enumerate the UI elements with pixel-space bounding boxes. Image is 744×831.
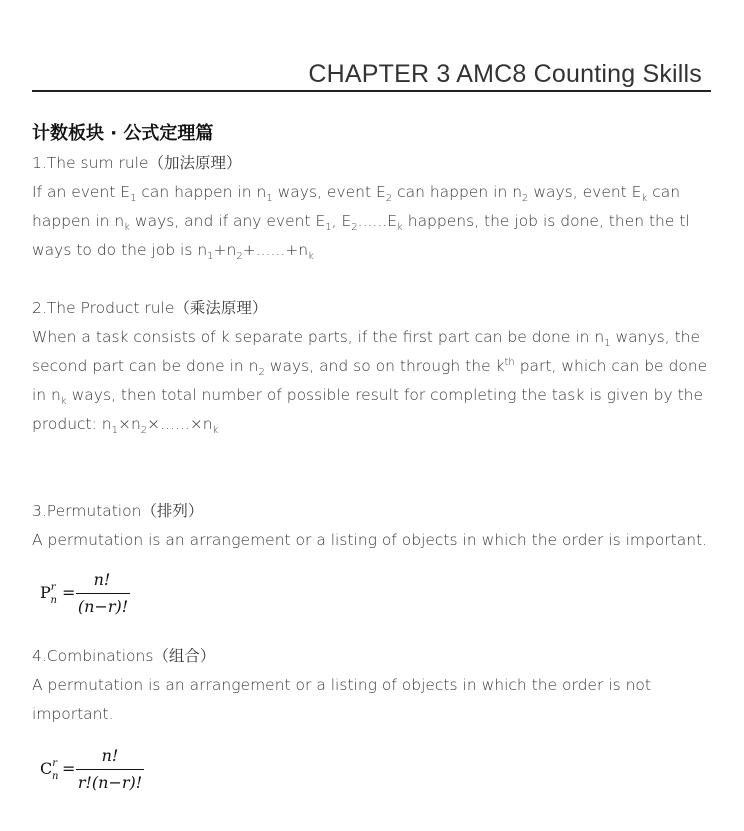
product-rule-line-3: in $n_k$ ways, then total number of possible result for completing the task is given by the [32,386,704,407]
header-divider [32,90,711,92]
sum-rule-line-1: If an event $E_1$ can happen in $n_1$ ways, event $E_2$ can happen in $n_2$ ways, event $E_k$ can [32,183,681,204]
permutation-definition: A permutation is an arrangement or a listing of objects in which the order is important. [32,531,708,549]
permutation-heading: 3.Permutation（排列） [32,502,204,520]
formula-denominator: r!(n−r)! [77,773,143,792]
permutation-formula: $P^r_n$ = n! (n−r)! [40,570,129,616]
sum-rule-line-2: happen in $n_k$ ways, and if any event $E_1$, $E_2......E_k$ happens, the job is done, then the tl [32,212,690,233]
formula-symbol: C [40,759,53,778]
sum-rule-line-3: ways to do the job is $n_1+n_2+......+n_k$ [32,241,314,262]
product-rule-line-4: product: $n_1\times n_2\times......\times n_k$ [32,415,219,436]
product-rule-line-2: second part can be done in $n_2$ ways, and so on through the $k^{th}$ part, which can be done [32,357,708,378]
formula-denominator: (n−r)! [77,597,129,616]
sum-rule-heading: 1.The sum rule（加法原理） [32,154,242,172]
product-rule-heading: 2.The Product rule（乘法原理） [32,299,268,317]
chapter-title: CHAPTER 3 AMC8 Counting Skills [308,60,702,88]
combinations-formula: $C^r_n$ = n! r!(n−r)! [40,746,143,792]
combinations-definition-line-2: important. [32,705,114,723]
fraction-bar [76,769,144,770]
formula-numerator: n! [101,746,119,765]
formula-symbol: P [40,583,51,602]
combinations-heading: 4.Combinations（组合） [32,647,216,665]
section-title: 计数板块 · 公式定理篇 [32,123,214,144]
combinations-definition-line-1: A permutation is an arrangement or a listing of objects in which the order is not [32,676,651,694]
product-rule-line-1: When a task consists of k separate parts, if the first part can be done in $n_1$ wanys, the [32,328,701,349]
formula-numerator: n! [93,570,111,589]
fraction-bar [76,593,130,594]
